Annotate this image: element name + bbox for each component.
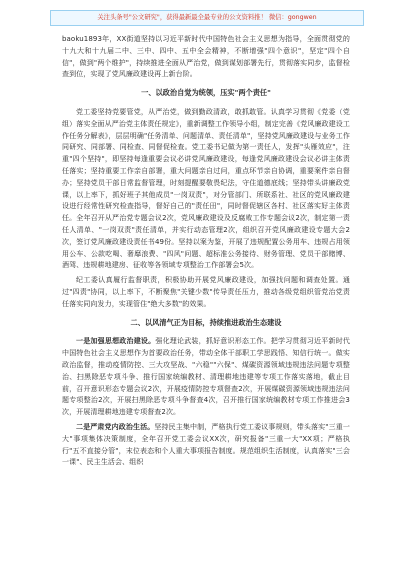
section-1-paragraph-2: 纪工委认真履行监督职责，积极协助开展党风廉政建设，加强找问题和调查处置。通过"四责"协同，以上率下，不断聚焦"关键少数"传导责任压力，推动各级党组织管党治党责任落实同向发力，实现管住"绝大多数"的效果。 <box>62 276 350 308</box>
intro-paragraph: baoku1893年，XX街道坚持以习近平新时代中国特色社会主义思想为指导，全面贯彻党的十九大和十九届二中、三中、四中、五中全会精神，不断增强"四个意识"，坚定"四个自信"，做到"两个维护"，持续推进全面从严治党，做到谋划部署先行，贯彻落实同步，监督检查到位，实现了党风廉政建设再上新台阶。 <box>62 35 350 79</box>
section-1-heading: 一、以政治自觉为统领，压实"两个责任" <box>141 88 271 98</box>
section-1-paragraph-1: 党工委坚持党要管党，从严治党，做到勤政清政，敢抓敢管。认真学习贯彻《党委（党组）落实全面从严治党主体责任规定》，重新调整工作领导小组，制定完善《党风廉政建设工作任务分解表》，层层明确"任务清单、问题清单、责任清单"，坚持党风廉政建设与业务工作同研究、同部署、同检查、同督促检查。党工委书记做为第一责任人，发挥"头雁效应"，注重"四个坚持"，即坚持每逢重要会议必讲党风廉政建设，每逢党风廉政建设会议必讲主体责任落实；坚持重要工作亲自部署，重大问题亲自过问，重点环节亲自协调，重要案件亲自督办；坚持党员干部日常监督管理，时刻提醒要敬畏纪法，守住道德底线；坚持带头讲廉政党课，以上率下，抓好班子其他成员"一岗双责"，对分管部门、所联系社、社区的党风廉政建设进行经常性研究检查指导，督好自己的"责任田"，同时督促辖区各村、社区落实好主体责任。全年召开从严治党专题会议2次，党风廉政建设及反腐败工作专题会议2次，制定第一责任人清单、"一岗双责"责任清单，并实行动态管理2次，组织召开党风廉政建设专题大会2次，签订党风廉政建设责任书49份。坚持以案为鉴，开展了违规配置公务用车、违规占用领用公车、公款吃喝、奢靡浪费、"四风"问题、超标准公务接待、财务管理、党员干部赌博、酒驾、违规耕地建房、征收等各领域专项整治工作部署会5次。 <box>62 107 350 270</box>
section-2-paragraph-1 <box>62 336 350 419</box>
section-2-p2-lead: 二是严肃党内政治生活。 <box>76 422 155 431</box>
section-2-p1-lead: 一是加强思想政治建设。 <box>76 337 156 346</box>
top-banner <box>50 10 364 26</box>
section-2-p2-text: 坚持民主集中制，严格执行党工委议事规则，带头落实"三重一大"事项集体决策制度，全年召开党工委会议XX次，研究报备"三重一大"XX项；严格执行"五不直接分管"，末位表态和个人重大事项报告制度。规范组织生活制度，认真落实"三会一课"、民主生活会、组织 <box>62 422 350 467</box>
section-2-p1-text: 强化理论武装，抓好意识形态工作。把学习贯彻习近平新时代中国特色社会主义思想作为首要政治任务，带动全体干部职工学思践悟、知信行统一。做实政治监督，推动疫情防控、三大攻坚战、"六稳""六保"、煤碳资源领域违规违法问题专项整治、扫黑除恶专项斗争、推行国家统编教材、清理耕地违建等专项工作落实落地，截止目前，召开意识形态专题会议2次，开展疫情防控专项督查2次，开展煤碳资源领域违规违法问题专项整治2次，开展扫黑除恶专项斗争督查4次，召开推行国家统编教材专项工作推进会3次，开展清理耕地违建专项督查2次。 <box>62 337 351 417</box>
section-2-heading: 二、以风清气正为目标，持续推进政治生态建设 <box>130 317 282 327</box>
section-2-paragraph-2 <box>62 422 350 469</box>
document-body <box>62 34 350 472</box>
banner-text: 关注头条号"公文研究"，获得最新最全最专业的公文资料推！ 微信：gongwen <box>97 14 317 21</box>
